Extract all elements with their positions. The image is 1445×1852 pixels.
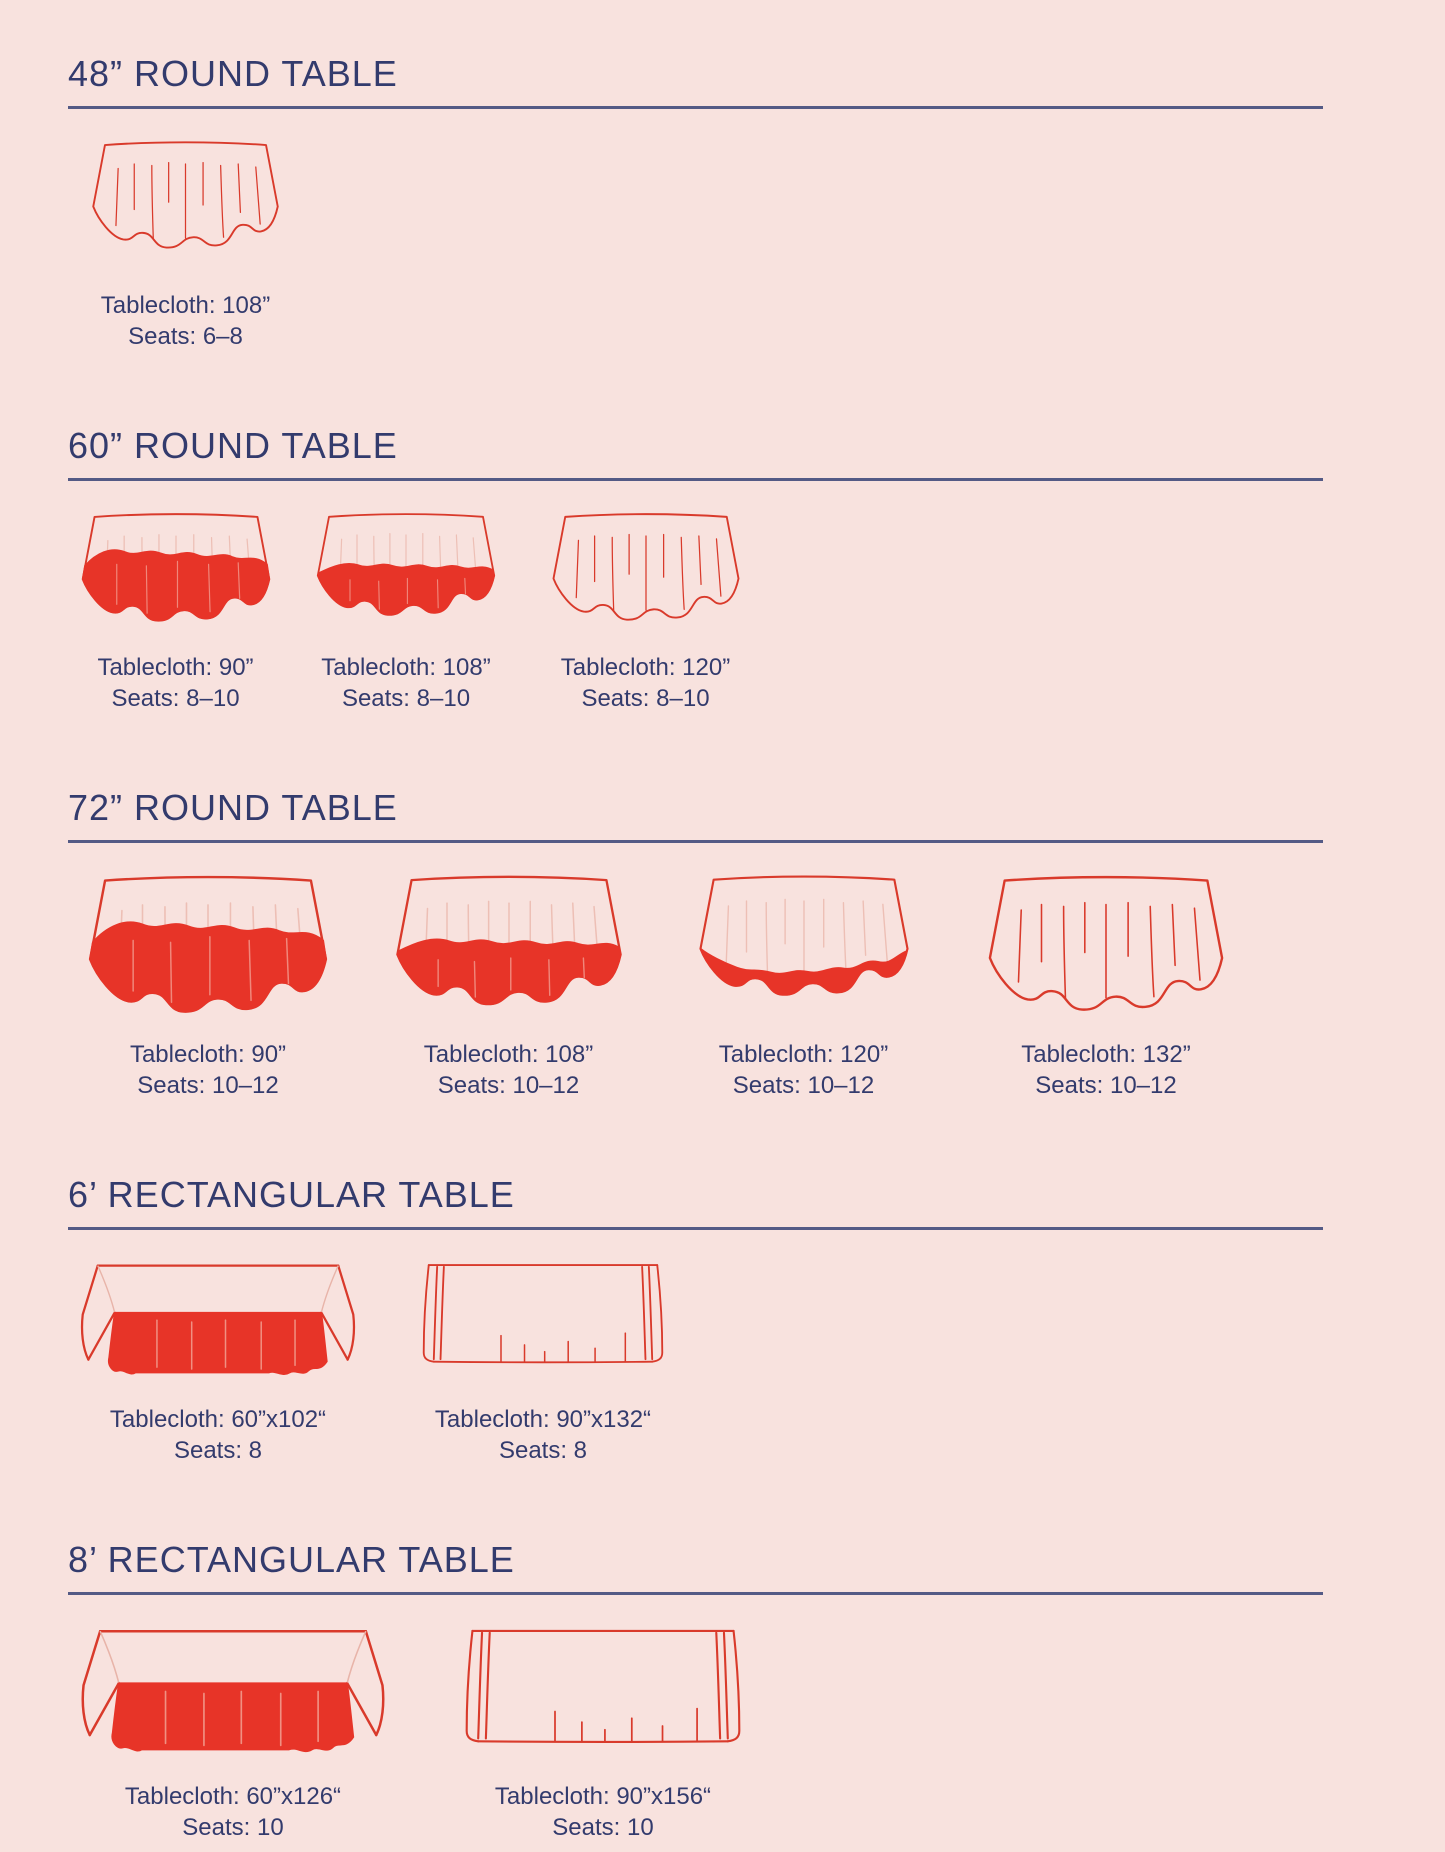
tablecloth-size-label: Tablecloth: 90” (97, 654, 254, 681)
tablecloth-size-label: Tablecloth: 90” (129, 1041, 287, 1068)
seats-label: Seats: 8 (498, 1437, 588, 1464)
seats-label: Seats: 10 (552, 1814, 654, 1841)
rect-tablecloth-lap-drop-filled-illustration (68, 1625, 398, 1765)
tablecloth-size-label: Tablecloth: 60”x126“ (124, 1783, 342, 1810)
title-rule (68, 1592, 1323, 1595)
tablecloth-item (68, 511, 283, 714)
illustration-row (68, 1260, 1445, 1466)
tablecloth-size-label: Tablecloth: 132” (1021, 1041, 1191, 1068)
tablecloth-size-label: Tablecloth: 120” (560, 654, 731, 681)
title-rule (68, 1227, 1323, 1230)
seats-label: Seats: 10–12 (437, 1072, 580, 1099)
round-tablecloth-mid-drop-filled-illustration (376, 873, 641, 1023)
title-rule (68, 106, 1323, 109)
section-title: 72” ROUND TABLE (68, 787, 398, 828)
tablecloth-item (68, 139, 303, 352)
round-tablecloth-full-drop-illustration (966, 873, 1246, 1023)
tablecloth-item (68, 1260, 368, 1466)
rect-tablecloth-lap-drop-filled-illustration (68, 1260, 368, 1388)
illustration-row (68, 1625, 1445, 1843)
section-title: 60” ROUND TABLE (68, 425, 398, 466)
section-title: 8’ RECTANGULAR TABLE (68, 1539, 515, 1580)
round-tablecloth-mid-drop-filled-illustration (301, 511, 511, 636)
tablecloth-item (408, 1260, 678, 1466)
illustration-row (68, 873, 1445, 1101)
tablecloth-size-label: Tablecloth: 108” (321, 654, 491, 681)
tablecloth-item (376, 873, 641, 1101)
seats-label: Seats: 8–10 (111, 685, 240, 712)
seats-label: Seats: 10 (182, 1814, 284, 1841)
round-tablecloth-long-drop-filled-illustration (681, 873, 926, 1023)
tablecloth-size-label: Tablecloth: 120” (718, 1041, 889, 1068)
seats-label: Seats: 6–8 (128, 323, 243, 350)
round-tablecloth-short-drop-filled-illustration (68, 873, 348, 1023)
illustration-row (68, 511, 1445, 714)
tablecloth-item (533, 511, 758, 714)
section-8ft-rectangular-table (68, 1538, 1445, 1843)
title-rule (68, 840, 1323, 843)
round-tablecloth-short-drop-filled-illustration (68, 511, 283, 636)
illustration-row (68, 139, 1445, 352)
section-title: 48” ROUND TABLE (68, 53, 398, 94)
round-tablecloth-full-drop-illustration (533, 511, 758, 636)
title-rule (68, 478, 1323, 481)
seats-label: Seats: 10–12 (732, 1072, 875, 1099)
seats-label: Seats: 10–12 (1035, 1072, 1177, 1099)
tablecloth-item (301, 511, 511, 714)
tablecloth-item (453, 1625, 753, 1843)
tablecloth-size-label: Tablecloth: 108” (100, 292, 271, 319)
tablecloth-item (68, 873, 348, 1101)
seats-label: Seats: 8 (173, 1437, 263, 1464)
tablecloth-size-label: Tablecloth: 90”x132“ (434, 1406, 652, 1433)
section-48-round-table (68, 52, 1445, 352)
round-tablecloth-full-drop-illustration (68, 139, 303, 274)
tablecloth-item (68, 1625, 398, 1843)
tablecloth-item (966, 873, 1246, 1101)
tablecloth-size-label: Tablecloth: 90”x156“ (494, 1783, 712, 1810)
section-72-round-table (68, 786, 1445, 1101)
tablecloth-size-label: Tablecloth: 108” (423, 1041, 594, 1068)
section-60-round-table (68, 424, 1445, 714)
section-title: 6’ RECTANGULAR TABLE (68, 1174, 515, 1215)
tablecloth-item (681, 873, 926, 1101)
rect-tablecloth-full-drop-illustration (453, 1625, 753, 1765)
rect-tablecloth-full-drop-illustration (408, 1260, 678, 1388)
tablecloth-size-label: Tablecloth: 60”x102“ (109, 1406, 327, 1433)
seats-label: Seats: 10–12 (137, 1072, 279, 1099)
seats-label: Seats: 8–10 (341, 685, 471, 712)
seats-label: Seats: 8–10 (581, 685, 710, 712)
section-6ft-rectangular-table (68, 1173, 1445, 1466)
